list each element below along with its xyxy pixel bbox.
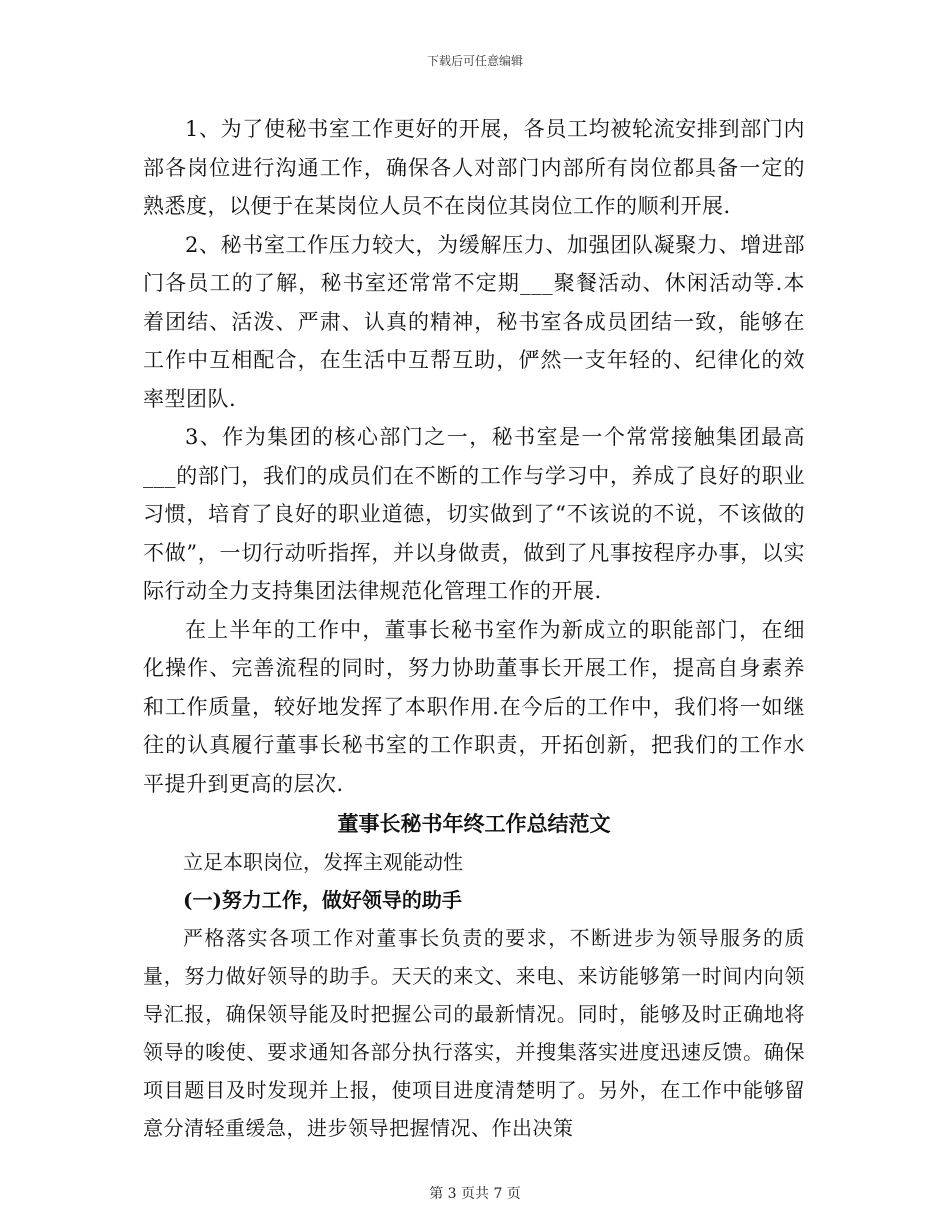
paragraph-5: 严格落实各项工作对董事长负责的要求，不断进步为领导服务的质量，努力做好领导的助手。天天的来文、来电、来访能够第一时间内向领导汇报，确保领导能及时把握公司的最新情况。同时，能够及时正确地将领导的唆使、要求通知各部分执行落实，并搜集落实进度迅速反馈。确保项目题目及时发现并上报，使项目进度清楚明了。另外，在工作中能够留意分清轻重缓急，进步领导把握情况、作出决策 xyxy=(143,926,805,1140)
paragraph-4: 在上半年的工作中，董事长秘书室作为新成立的职能部门，在细化操作、完善流程的同时，努力协助董事长开展工作，提高自身素养和工作质量，较好地发挥了本职作用.在今后的工作中，我们将一如继往的认真履行董事长秘书室的工作职责，开拓创新，把我们的工作水平提升到更高的层次. xyxy=(143,617,805,796)
paragraph-1: 1、为了使秘书室工作更好的开展，各员工均被轮流安排到部门内部各岗位进行沟通工作，确保各人对部门内部所有岗位都具备一定的熟悉度，以便于在某岗位人员不在岗位其岗位工作的顺利开展. xyxy=(143,117,805,218)
subheading-bold: (一)努力工作，做好领导的助手 xyxy=(183,888,462,912)
page-header-note: 下载后可任意编辑 xyxy=(426,54,523,68)
paragraph-3: 3、作为集团的核心部门之一，秘书室是一个常常接触集团最高___的部门，我们的成员们在不断的工作与学习中，养成了良好的职业习惯，培育了良好的职业道德，切实做到了“不该说的不说，不该做的不做”，一切行动听指挥，并以身做责，做到了凡事按程序办事，以实际行动全力支持集团法律规范化管理工作的开展. xyxy=(143,425,805,603)
section-title: 董事长秘书年终工作总结范文 xyxy=(337,811,611,836)
page-footer-number: 第 3 页共 7 页 xyxy=(429,1186,521,1202)
document-body xyxy=(143,110,805,1147)
subheading: 立足本职岗位，发挥主观能动性 xyxy=(183,850,463,874)
paragraph-2: 2、秘书室工作压力较大，为缓解压力、加强团队凝聚力、增进部门各员工的了解，秘书室还常常不定期___聚餐活动、休闲活动等.本着团结、活泼、严肃、认真的精神，秘书室各成员团结一致，能够在工作中互相配合，在生活中互帮互助，俨然一支年轻的、纪律化的效率型团队. xyxy=(143,232,805,411)
